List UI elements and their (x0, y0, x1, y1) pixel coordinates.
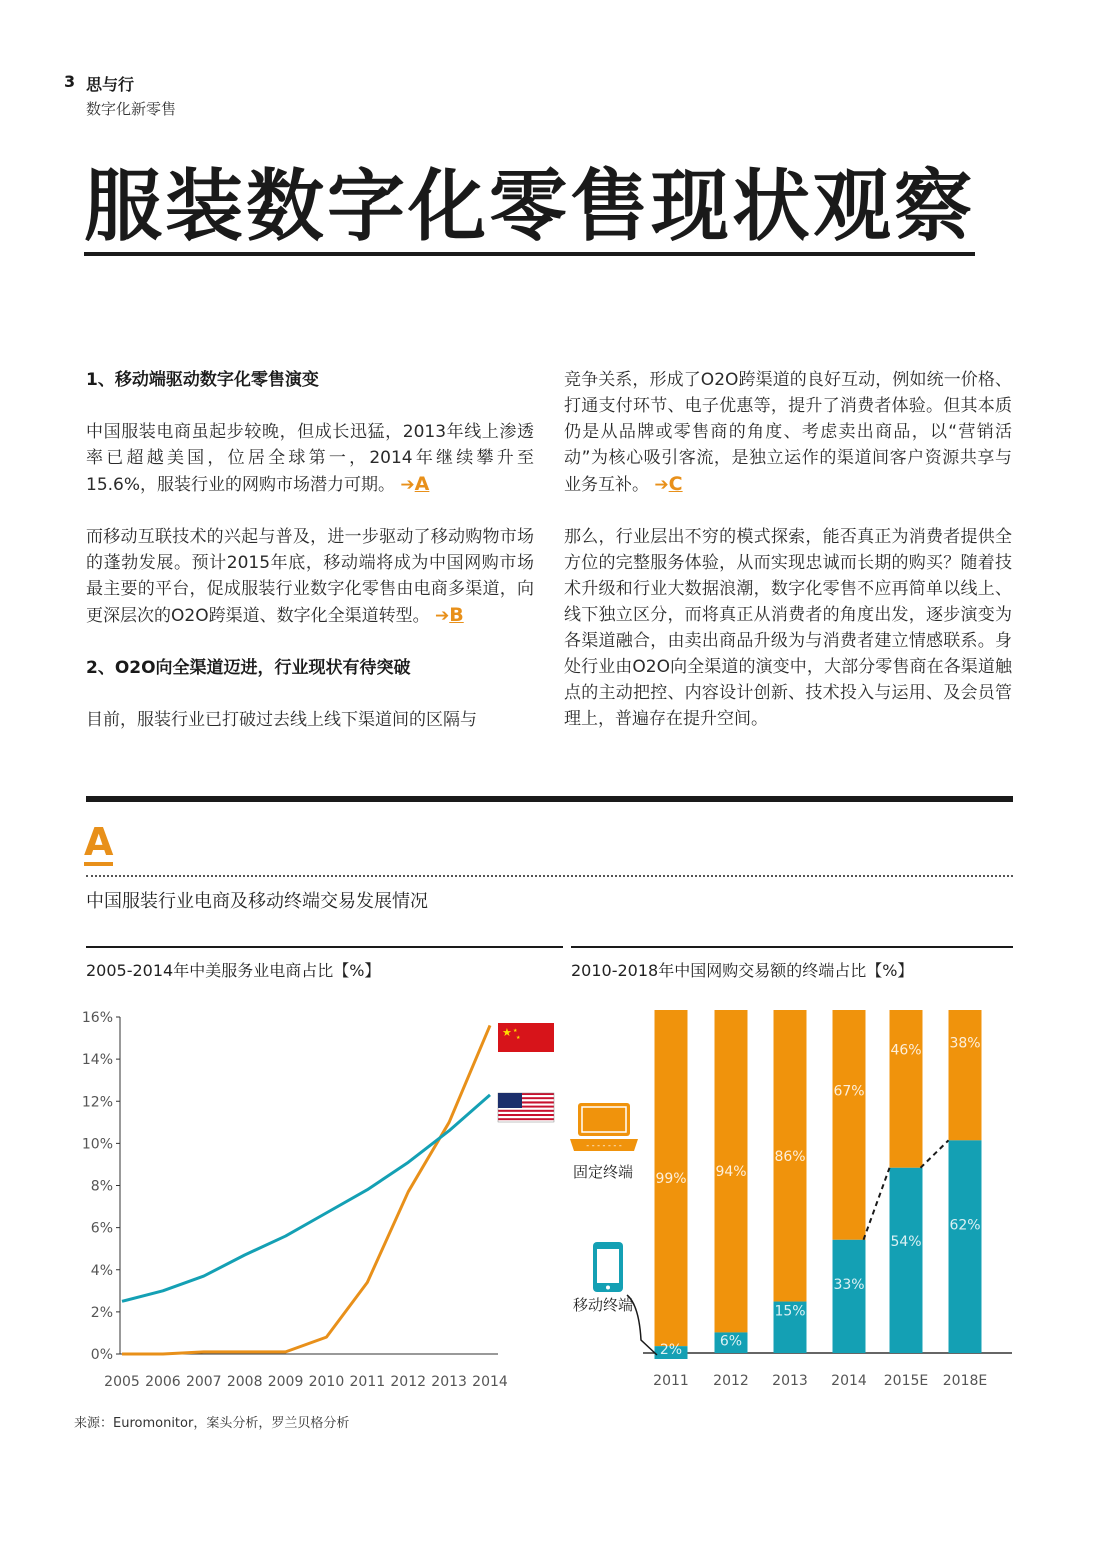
usa-flag-stripe (498, 1110, 554, 1112)
y-tick-label: 4% (90, 1262, 113, 1279)
usa-flag-stripe (498, 1108, 554, 1110)
usa-flag-canton (498, 1093, 522, 1108)
x-tick-label: 2013 (431, 1374, 467, 1390)
trend-connector (864, 1168, 890, 1240)
x-tick-label: 2012 (713, 1373, 749, 1389)
chart2-title: 2010-2018年中国网购交易额的终端占比【%】 (571, 961, 914, 980)
usa-flag-stripe (498, 1114, 554, 1116)
heading-1: 1、移动端驱动数字化零售演变 (86, 370, 319, 390)
section-subtitle: 数字化新零售 (86, 100, 177, 118)
section-divider (86, 796, 1013, 802)
bar-fixed-terminal (833, 1010, 866, 1240)
ref-c-link[interactable] (654, 475, 682, 495)
line-chart-axes (82, 1010, 508, 1390)
phone-screen (597, 1249, 619, 1283)
data-label-fixed: 99% (655, 1171, 687, 1188)
x-tick-label: 2018E (942, 1373, 988, 1389)
y-tick-label: 2% (90, 1304, 113, 1321)
line-chart-legend (498, 1023, 554, 1122)
data-label-mobile: 54% (890, 1233, 922, 1250)
data-label-fixed: 67% (833, 1083, 865, 1100)
left-paragraph-1 (86, 419, 534, 498)
china-flag-star-icon: ★ (516, 1035, 521, 1041)
left-column (86, 367, 534, 759)
smartphone-icon (593, 1242, 623, 1292)
x-tick-label: 2006 (145, 1374, 181, 1390)
data-label-mobile: 33% (833, 1277, 865, 1294)
laptop-icon (570, 1103, 638, 1151)
line-chart-series (122, 1025, 490, 1354)
x-tick-label: 2013 (772, 1373, 808, 1389)
x-tick-label: 2011 (349, 1374, 386, 1390)
chart1-title: 2005-2014年中美服务业电商占比【%】 (86, 961, 381, 980)
usa-flag-stripe (498, 1116, 554, 1118)
legend-fixed-terminal: 固定终端 (572, 1163, 634, 1181)
china-flag-star-icon: ★ (502, 1026, 512, 1039)
dotted-divider (86, 875, 1013, 877)
figure-label: A (84, 820, 114, 864)
x-tick-label: 2014 (472, 1374, 508, 1390)
data-label-mobile: 6% (719, 1333, 743, 1350)
left-paragraph-1-text: 中国服装电商虽起步较晚，但成长迅猛，2013年线上渗透率已超越美国，位居全球第一，2014年继续攀升至15.6%，服装行业的网购市场潜力可期。 (86, 422, 534, 495)
right-paragraph-1 (564, 367, 1012, 498)
usa-flag-icon (498, 1093, 554, 1122)
page-number: 3 (64, 72, 76, 91)
left-paragraph-2-text: 而移动互联技术的兴起与普及，进一步驱动了移动购物市场的蓬勃发展。预计2015年底，移动端将成为中国网购市场最主要的平台，促成服装行业数字化零售由电商多渠道，向更深层次的O2O跨渠道、数字化全渠道转型。 (86, 527, 534, 626)
bar-mobile-terminal (949, 1140, 982, 1353)
data-label-mobile: 2% (659, 1342, 683, 1358)
china-flag-star-icon: ★ (513, 1028, 518, 1034)
phone-button (606, 1286, 610, 1290)
right-paragraph-2: 那么，行业层出不穷的模式探索，能否真正为消费者提供全方位的完整服务体验，从而实现忠诚而长期的购买？随着技术升级和行业大数据浪潮，数字化零售不应再简单以线上、线下独立区分，而将真正从消费者的角度出发，逐步演变为各渠道融合，由卖出商品升级为与消费者建立情感联系。身处行业由O2O向全渠道的演变中，大部分零售商在各渠道触点的主动把控、内容设计创新、技术投入与运用、及会员管理上，普遍存在提升空间。 (564, 527, 1012, 729)
y-tick-label: 12% (81, 1094, 113, 1111)
x-tick-label: 2012 (390, 1374, 427, 1390)
ref-b-letter: B (449, 604, 464, 626)
figure-title: 中国服装行业电商及移动终端交易发展情况 (86, 891, 428, 912)
y-tick-label: 8% (90, 1178, 113, 1195)
page-title: 服装数字化零售现状观察 (84, 162, 975, 256)
bar-fixed-terminal (949, 1010, 982, 1140)
china-flag-icon (498, 1023, 554, 1052)
left-paragraph-2 (86, 524, 534, 629)
right-column (564, 367, 1012, 758)
usa-flag-stripe (498, 1118, 554, 1120)
y-tick-label: 10% (81, 1136, 113, 1153)
series-china-line (122, 1025, 490, 1354)
series-usa-line (122, 1095, 490, 1301)
legend-mobile-terminal: 移动终端 (572, 1296, 634, 1314)
arrow-icon: ➔ (434, 606, 450, 626)
data-label-fixed: 38% (949, 1035, 981, 1052)
left-paragraph-3: 目前，服装行业已打破过去线上线下渠道间的区隔与 (86, 710, 477, 730)
bar-mobile-terminal (890, 1168, 923, 1353)
ref-a-letter: A (414, 473, 430, 495)
y-tick-label: 14% (81, 1052, 113, 1069)
data-label-mobile: 62% (949, 1217, 981, 1234)
bar-fixed-terminal (890, 1010, 923, 1168)
y-tick-label: 16% (81, 1010, 113, 1026)
line-chart (70, 995, 565, 1400)
laptop-keys: - - - - - - - (586, 1141, 622, 1150)
x-tick-label: 2008 (226, 1374, 263, 1390)
x-tick-label: 2009 (267, 1374, 304, 1390)
arrow-icon: ➔ (654, 475, 669, 495)
laptop-screen (578, 1103, 630, 1136)
data-label-fixed: 94% (715, 1164, 747, 1181)
section-title: 思与行 (86, 75, 135, 94)
y-tick-label: 0% (90, 1347, 113, 1363)
ref-c-letter: C (668, 473, 683, 495)
x-tick-label: 2014 (831, 1373, 867, 1389)
data-label-mobile: 15% (774, 1303, 806, 1320)
x-tick-label: 2015E (883, 1373, 929, 1389)
x-tick-label: 2005 (104, 1374, 140, 1390)
bar-chart-bars (643, 1010, 1012, 1389)
chart1-top-rule (86, 946, 563, 948)
ref-b-link[interactable] (435, 606, 464, 626)
arrow-icon: ➔ (400, 475, 415, 495)
stacked-bar-chart (565, 995, 1015, 1400)
x-tick-label: 2007 (185, 1374, 222, 1390)
y-tick-label: 6% (90, 1220, 113, 1237)
x-tick-label: 2011 (653, 1373, 689, 1389)
trend-connector (921, 1140, 949, 1167)
data-label-fixed: 46% (890, 1042, 922, 1059)
bar-mobile-terminal (833, 1240, 866, 1353)
chart2-top-rule (571, 946, 1013, 948)
source-note: 来源：Euromonitor，案头分析，罗兰贝格分析 (74, 1416, 350, 1431)
bar-chart-legend (570, 1103, 657, 1355)
x-tick-label: 2010 (308, 1374, 345, 1390)
heading-2: 2、O2O向全渠道迈进，行业现状有待突破 (86, 658, 411, 678)
data-label-fixed: 86% (774, 1148, 806, 1165)
ref-a-link[interactable] (400, 475, 429, 495)
right-paragraph-1-text: 竞争关系，形成了O2O跨渠道的良好互动，例如统一价格、打通支付环节、电子优惠等，提升了消费者体验。但其本质仍是从品牌或零售商的角度、考虑卖出商品，以“营销活动”为核心吸引客流，是独立运作的渠道间客户资源共享与业务互补。 (564, 370, 1012, 495)
usa-flag-stripe (498, 1112, 554, 1114)
